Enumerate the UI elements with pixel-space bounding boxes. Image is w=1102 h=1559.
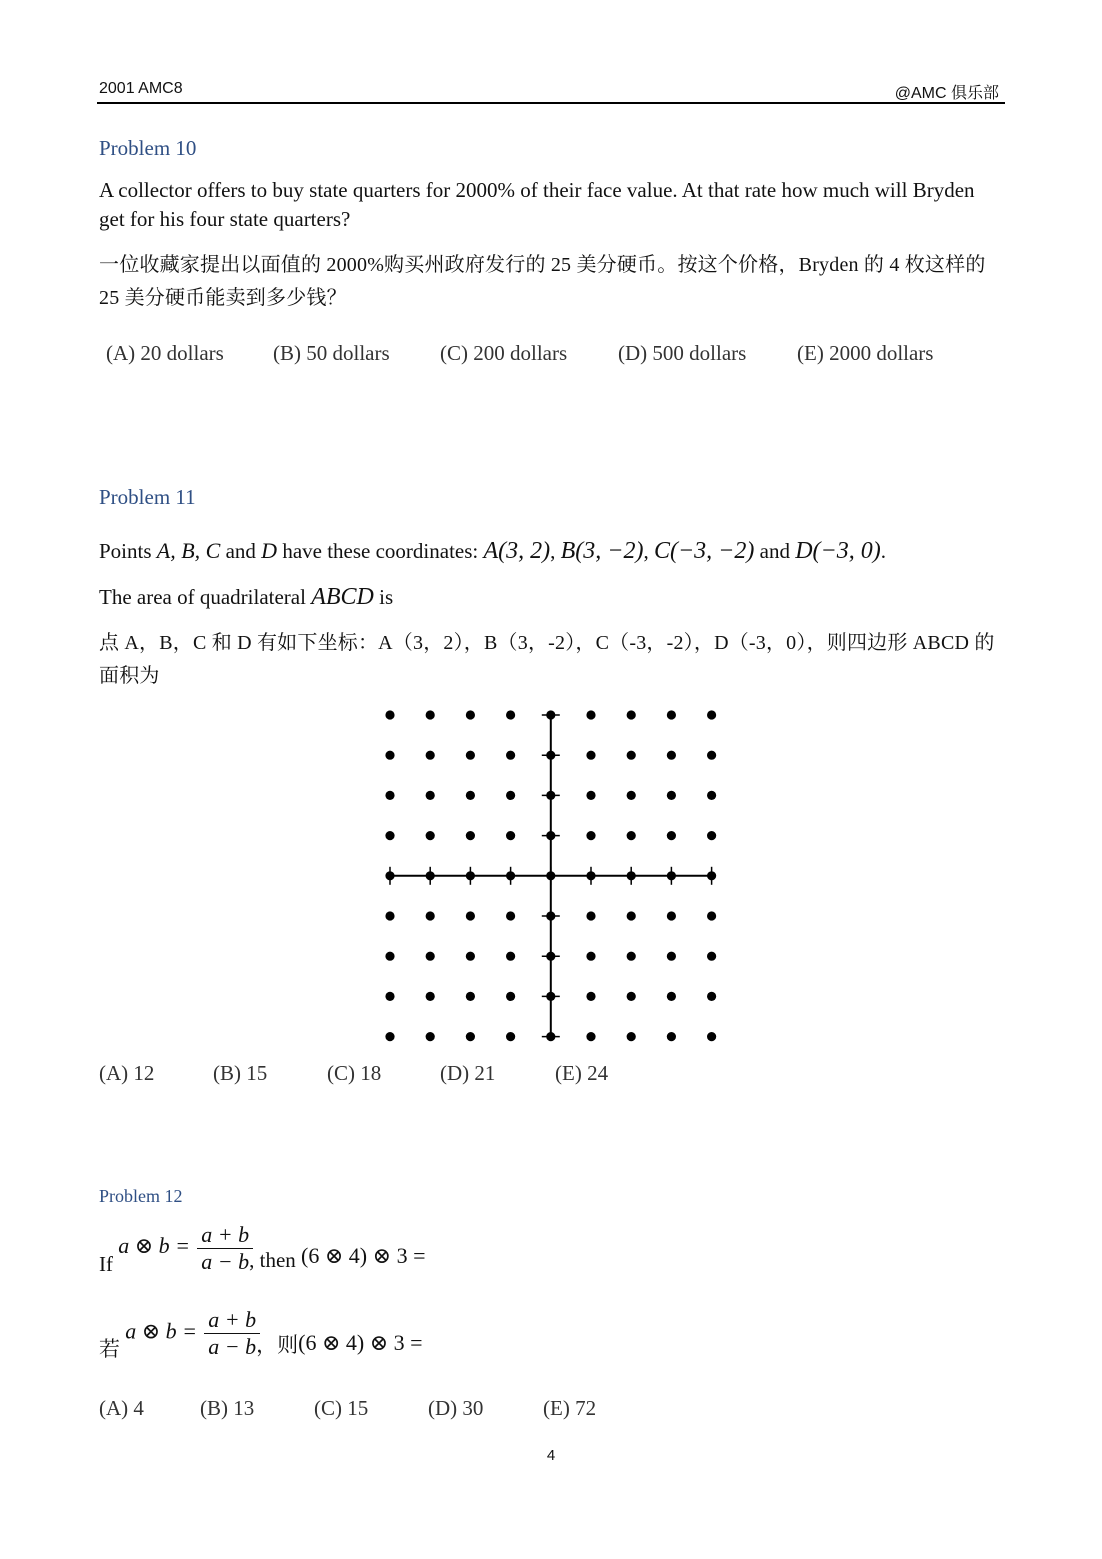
grid-dot	[506, 831, 515, 840]
grid-dot	[506, 791, 515, 800]
grid-dot	[627, 831, 636, 840]
choice: (E) 72	[543, 1396, 597, 1420]
header-right: @AMC 俱乐部	[894, 85, 999, 102]
grid-dot	[426, 1032, 435, 1041]
point-d: D	[261, 538, 278, 563]
grid-dot	[506, 1032, 515, 1041]
problem-11-title: Problem 11	[99, 485, 196, 509]
coord-a: A(3, 2)	[483, 538, 551, 564]
grid-dot	[466, 992, 475, 1001]
text: have these coordinates:	[282, 539, 479, 563]
grid-dot	[546, 1032, 555, 1041]
choice: (A) 12	[99, 1061, 155, 1085]
grid-dot	[466, 791, 475, 800]
choice: (A) 4	[99, 1396, 144, 1420]
problem-10-choices	[0, 341, 1102, 371]
problem-10-text-zh: 一位收藏家提出以面值的 2000%购买州政府发行的 25 美分硬币。按这个价格，Bryden 的 4 枚这样的 25 美分硬币能卖到多少钱？	[99, 254, 986, 309]
grid-dot	[707, 992, 716, 1001]
problem-11-text-zh: 点 A，B，C 和 D 有如下坐标：A（3，2），B（3，-2），C（-3，-2），D（-3，0），则四边形 ABCD 的面积为	[99, 632, 995, 687]
problem-11-statement-line1: Points A, B, C and D have these coordinates: A(3, 2), B(3, −2), C(−3, −2) and D(−3, 0).	[99, 538, 886, 564]
problem-12-choices	[0, 1396, 1102, 1426]
grid-dot	[546, 831, 555, 840]
fraction	[204, 1307, 260, 1360]
grid-dot	[707, 791, 716, 800]
quad-abcd: ABCD	[311, 584, 374, 610]
grid-dot	[385, 791, 394, 800]
grid-dot	[586, 710, 595, 719]
grid-dot	[627, 751, 636, 760]
choice: (D) 21	[440, 1061, 496, 1085]
choice: (B) 13	[200, 1396, 255, 1420]
grid-dot	[466, 710, 475, 719]
grid-dot	[426, 791, 435, 800]
grid-dot	[627, 992, 636, 1001]
grid-dot	[506, 952, 515, 961]
grid-dot	[426, 992, 435, 1001]
header-rule	[97, 102, 1005, 104]
grid-dot	[426, 751, 435, 760]
text: , then	[249, 1248, 296, 1273]
coord-b: B(3, −2)	[560, 538, 644, 564]
grid-dot	[586, 871, 595, 880]
problem-10-title: Problem 10	[99, 136, 197, 160]
text: If	[99, 1252, 113, 1277]
denominator: a − b	[201, 1249, 250, 1274]
grid-dot	[586, 1032, 595, 1041]
text: and	[225, 539, 256, 563]
grid-dot	[426, 831, 435, 840]
grid-dot	[466, 952, 475, 961]
problem-11-choices	[0, 1061, 1102, 1091]
grid-dot	[546, 791, 555, 800]
grid-dot	[385, 911, 394, 920]
grid-dot	[667, 992, 676, 1001]
problem-12-title: Problem 12	[99, 1186, 183, 1206]
grid-dot	[426, 871, 435, 880]
grid-dot	[466, 751, 475, 760]
grid-dot	[627, 710, 636, 719]
coord-c: C(−3, −2)	[653, 538, 755, 564]
grid-dot	[466, 831, 475, 840]
grid-dot	[627, 911, 636, 920]
grid-dot	[385, 710, 394, 719]
grid-dot	[385, 831, 394, 840]
grid-dot	[466, 911, 475, 920]
grid-dot	[506, 911, 515, 920]
text: ，则	[256, 1333, 299, 1358]
grid-dot	[385, 952, 394, 961]
text: Points	[99, 539, 152, 563]
text: 若	[99, 1337, 120, 1362]
grid-dot	[426, 710, 435, 719]
grid-dot	[385, 871, 394, 880]
problem-10-text-en: A collector offers to buy state quarters for 2000% of their face value. At that rate how much will Bryden get for his four state quarters?	[99, 178, 975, 231]
grid-dot	[586, 791, 595, 800]
choice: (A) 20 dollars	[106, 341, 224, 365]
text: is	[379, 585, 394, 609]
grid-dot	[586, 831, 595, 840]
grid-dot	[466, 1032, 475, 1041]
grid-dot	[627, 952, 636, 961]
grid-dot	[546, 992, 555, 1001]
grid-dot	[506, 992, 515, 1001]
grid-dot	[546, 751, 555, 760]
grid-dot	[707, 1032, 716, 1041]
grid-dot	[667, 791, 676, 800]
choice: (D) 30	[428, 1396, 484, 1420]
grid-dot	[385, 751, 394, 760]
choice: (C) 200 dollars	[440, 341, 568, 365]
fraction	[197, 1222, 253, 1275]
grid-dot	[426, 952, 435, 961]
text: and	[759, 539, 790, 563]
grid-dot	[506, 751, 515, 760]
grid-dot	[546, 710, 555, 719]
grid-dot	[667, 751, 676, 760]
grid-dot	[627, 1032, 636, 1041]
grid-dot	[707, 751, 716, 760]
grid-dot	[506, 710, 515, 719]
header-left: 2001 AMC8	[99, 80, 183, 97]
grid-dot	[546, 871, 555, 880]
grid-dot	[385, 992, 394, 1001]
grid-dot	[627, 791, 636, 800]
grid-dot	[466, 871, 475, 880]
grid-dot	[426, 911, 435, 920]
grid-dot	[667, 710, 676, 719]
coordinate-grid-figure	[380, 705, 720, 1045]
grid-dot	[667, 952, 676, 961]
grid-dot	[546, 911, 555, 920]
grid-dot	[707, 831, 716, 840]
grid-dot	[707, 911, 716, 920]
grid-dot	[546, 952, 555, 961]
coord-d: D(−3, 0)	[795, 538, 881, 564]
expression: (6 ⊗ 4) ⊗ 3 =	[298, 1330, 423, 1356]
choice: (E) 24	[555, 1061, 609, 1085]
denominator: a − b	[208, 1334, 257, 1359]
grid-dot	[385, 1032, 394, 1041]
page-number: 4	[546, 1447, 556, 1464]
grid-dot	[586, 992, 595, 1001]
expression: (6 ⊗ 4) ⊗ 3 =	[301, 1243, 426, 1269]
grid-dot	[707, 710, 716, 719]
grid-dot	[707, 871, 716, 880]
numerator: a + b	[197, 1222, 253, 1249]
grid-dot	[506, 871, 515, 880]
points-abc: A, B, C	[156, 538, 221, 563]
choice: (D) 500 dollars	[618, 341, 747, 365]
lhs: a ⊗ b =	[118, 1233, 191, 1259]
problem-12-line-zh	[99, 1307, 423, 1367]
choice: (B) 15	[213, 1061, 268, 1085]
choice: (C) 18	[327, 1061, 382, 1085]
choice: (B) 50 dollars	[273, 341, 390, 365]
text: The area of quadrilateral	[99, 585, 306, 609]
lhs: a ⊗ b =	[125, 1318, 198, 1344]
grid-dot	[586, 751, 595, 760]
grid-dot	[586, 911, 595, 920]
numerator: a + b	[204, 1307, 260, 1334]
problem-11-statement-line2	[99, 584, 393, 611]
grid-dot	[667, 1032, 676, 1041]
grid-dot	[627, 871, 636, 880]
choice: (C) 15	[314, 1396, 369, 1420]
choice: (E) 2000 dollars	[797, 341, 934, 365]
problem-12-line-en	[99, 1222, 425, 1282]
grid-dot	[586, 952, 595, 961]
grid-dot	[667, 871, 676, 880]
grid-dot	[667, 911, 676, 920]
grid-dot	[707, 952, 716, 961]
grid-dot	[667, 831, 676, 840]
